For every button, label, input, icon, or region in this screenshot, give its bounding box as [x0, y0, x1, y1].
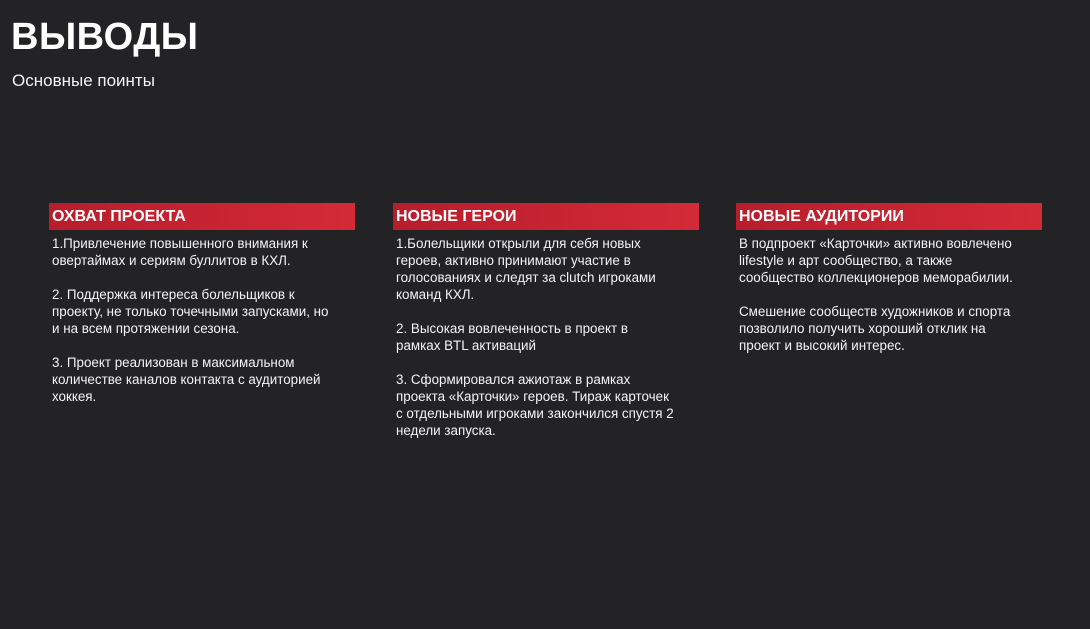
column-project-reach — [49, 203, 355, 422]
text-line: проект и высокий интерес. — [739, 338, 905, 353]
text-line: овертаймах и сериям буллитов в КХЛ. — [52, 253, 291, 268]
text-line: команд КХЛ. — [396, 287, 475, 302]
text-line: сообщество коллекционеров меморабилии. — [739, 270, 1013, 285]
text-line: 1.Болельщики открыли для себя новых — [396, 236, 641, 251]
text-line: количестве каналов контакта с аудиторией — [52, 372, 321, 387]
text-line: 2. Высокая вовлеченность в проект в — [396, 321, 628, 336]
text-line: 1.Привлечение повышенного внимания к — [52, 236, 308, 251]
text-line: с отдельными игроками закончился спустя 2 — [396, 406, 674, 421]
column-body — [49, 230, 352, 405]
text-line: хоккея. — [52, 389, 97, 404]
slide-title: ВЫВОДЫ — [11, 16, 199, 58]
slide-subtitle: Основные поинты — [12, 71, 155, 90]
text-line: 2. Поддержка интереса болельщиков к — [52, 287, 295, 302]
text-line: 3. Сформировался ажиотаж в рамках — [396, 372, 631, 387]
text-line: позволило получить хороший отклик на — [739, 321, 986, 336]
column-body — [736, 230, 1039, 354]
text-line: проекту, не только точечными запусками, но — [52, 304, 329, 319]
paragraph — [396, 371, 696, 439]
column-new-heroes — [393, 203, 699, 456]
column-new-audiences — [736, 203, 1042, 371]
text-line: голосованиях и следят за clutch игроками — [396, 270, 656, 285]
text-line: lifestyle и арт сообщество, а также — [739, 253, 953, 268]
column-header: НОВЫЕ АУДИТОРИИ — [736, 203, 1042, 230]
paragraph — [739, 235, 1039, 286]
column-body — [393, 230, 696, 439]
paragraph — [396, 320, 696, 354]
text-line: героев, активно принимают участие в — [396, 253, 631, 268]
paragraph — [739, 303, 1039, 354]
text-line: рамках BTL активаций — [396, 338, 537, 353]
paragraph — [52, 354, 352, 405]
text-line: и на всем протяжении сезона. — [52, 321, 240, 336]
column-header: ОХВАТ ПРОЕКТА — [49, 203, 355, 230]
text-line: Смешение сообществ художников и спорта — [739, 304, 1011, 319]
text-line: проекта «Карточки» героев. Тираж карточек — [396, 389, 669, 404]
paragraph — [396, 235, 696, 303]
text-line: недели запуска. — [396, 423, 496, 438]
column-header: НОВЫЕ ГЕРОИ — [393, 203, 699, 230]
paragraph — [52, 286, 352, 337]
text-line: 3. Проект реализован в максимальном — [52, 355, 295, 370]
paragraph — [52, 235, 352, 269]
text-line: В подпроект «Карточки» активно вовлечено — [739, 236, 1012, 251]
